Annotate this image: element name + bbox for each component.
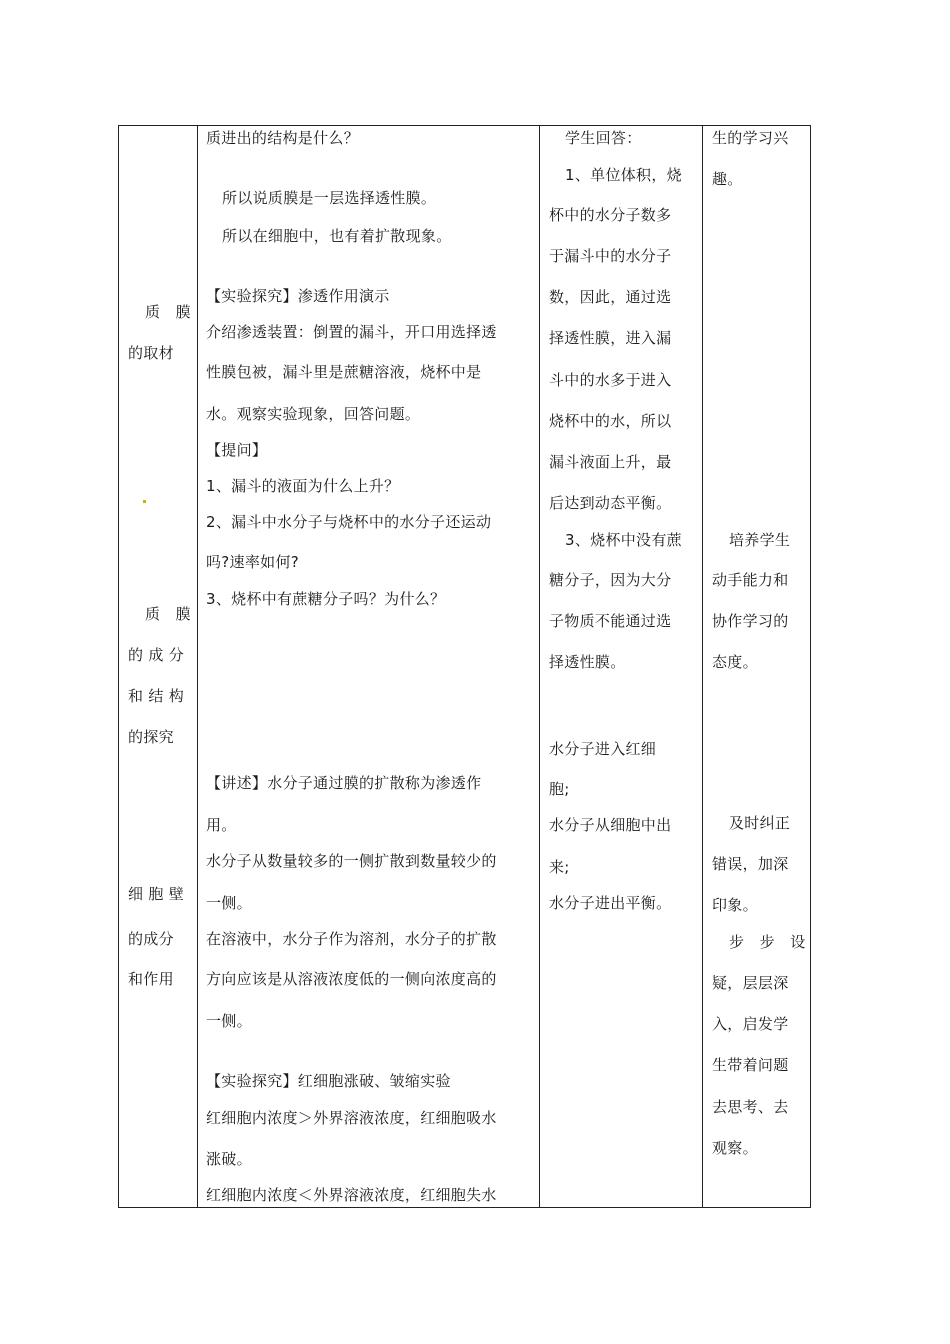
cell-text: 斗中的水多于进入 (549, 371, 672, 389)
cell-text: 印象。 (712, 896, 758, 914)
table-divider-3 (702, 125, 703, 1208)
cell-text: 和 结 构 (128, 687, 185, 705)
cell-text: 胞; (549, 780, 570, 798)
cell-text: 糖分子，因为大分 (549, 571, 672, 589)
cell-text: 的取材 (128, 344, 174, 362)
table-bottom-border (118, 1207, 811, 1208)
cell-text: 杯中的水分子数多 (549, 206, 672, 224)
table-border-right (810, 125, 811, 1208)
cell-text: 观察。 (712, 1139, 758, 1157)
cell-text: 态度。 (712, 653, 758, 671)
cell-text: 1、单位体积，烧 (565, 166, 682, 184)
cell-text: 择透性膜，进入漏 (549, 329, 672, 347)
cell-text: 所以在细胞中，也有着扩散现象。 (222, 227, 452, 245)
cell-text: 生带着问题 (712, 1056, 789, 1074)
cell-text: 水分子从细胞中出 (549, 816, 672, 834)
cell-text: 水分子进入红细 (549, 740, 657, 758)
cell-text: 【实验探究】红细胞涨破、皱缩实验 (206, 1072, 451, 1090)
mark-dot (143, 500, 146, 503)
cell-text: 子物质不能通过选 (549, 612, 672, 630)
cell-text: 吗?速率如何? (206, 553, 300, 571)
cell-text: 所以说质膜是一层选择透性膜。 (222, 189, 437, 207)
cell-text: 学生回答： (565, 129, 642, 147)
cell-text: 的成分 (128, 930, 174, 948)
cell-text: 在溶液中，水分子作为溶剂，水分子的扩散 (206, 930, 497, 948)
cell-text: 动手能力和 (712, 571, 789, 589)
cell-text: 【实验探究】渗透作用演示 (206, 287, 390, 305)
table-divider-1 (197, 125, 198, 1208)
cell-text: 质 膜 (145, 605, 191, 623)
cell-text: 趣。 (712, 170, 743, 188)
cell-text: 质 膜 (145, 303, 191, 321)
cell-text: 的 成 分 (128, 646, 185, 664)
cell-text: 择透性膜。 (549, 653, 626, 671)
cell-text: 的探究 (128, 728, 174, 746)
cell-text: 1、漏斗的液面为什么上升？ (206, 477, 400, 495)
cell-text: 去思考、去 (712, 1098, 789, 1116)
cell-text: 数，因此，通过选 (549, 288, 672, 306)
cell-text: 性膜包被，漏斗里是蔗糖溶液，烧杯中是 (206, 363, 482, 381)
cell-text: 红细胞内浓度＜外界溶液浓度，红细胞失水 (206, 1186, 497, 1204)
cell-text: 涨破。 (206, 1150, 252, 1168)
cell-text: 和作用 (128, 970, 174, 988)
cell-text: 疑，层层深 (712, 974, 789, 992)
cell-text: 用。 (206, 816, 237, 834)
cell-text: 来; (549, 858, 570, 876)
cell-text: 及时纠正 (729, 814, 791, 832)
cell-text: 【讲述】水分子通过膜的扩散称为渗透作 (206, 774, 482, 792)
cell-text: 细 胞 壁 (128, 885, 185, 903)
table-top-border (118, 125, 811, 126)
cell-text: 错误，加深 (712, 855, 789, 873)
cell-text: 2、漏斗中水分子与烧杯中的水分子还运动 (206, 513, 492, 531)
cell-text: 3、烧杯中有蔗糖分子吗？为什么？ (206, 590, 446, 608)
cell-text: 入，启发学 (712, 1015, 789, 1033)
cell-text: 培养学生 (729, 531, 791, 549)
cell-text: 红细胞内浓度＞外界溶液浓度，红细胞吸水 (206, 1109, 497, 1127)
cell-text: 烧杯中的水，所以 (549, 412, 672, 430)
cell-text: 一侧。 (206, 894, 252, 912)
cell-text: 后达到动态平衡。 (549, 494, 672, 512)
cell-text: 漏斗液面上升，最 (549, 453, 672, 471)
cell-text: 一侧。 (206, 1012, 252, 1030)
cell-text: 水分子进出平衡。 (549, 894, 672, 912)
cell-text: 水分子从数量较多的一侧扩散到数量较少的 (206, 852, 497, 870)
cell-text: 协作学习的 (712, 612, 789, 630)
cell-text: 于漏斗中的水分子 (549, 247, 672, 265)
cell-text: 质进出的结构是什么？ (206, 129, 360, 147)
table-divider-2 (539, 125, 540, 1208)
table-border-left (118, 125, 119, 1208)
cell-text: 生的学习兴 (712, 129, 789, 147)
cell-text: 步 步 设 (729, 933, 806, 951)
cell-text: 水。观察实验现象，回答问题。 (206, 405, 421, 423)
cell-text: 3、烧杯中没有蔗 (565, 531, 682, 549)
cell-text: 【提问】 (206, 441, 268, 459)
cell-text: 介绍渗透装置：倒置的漏斗，开口用选择透 (206, 323, 497, 341)
cell-text: 方向应该是从溶液浓度低的一侧向浓度高的 (206, 970, 497, 988)
